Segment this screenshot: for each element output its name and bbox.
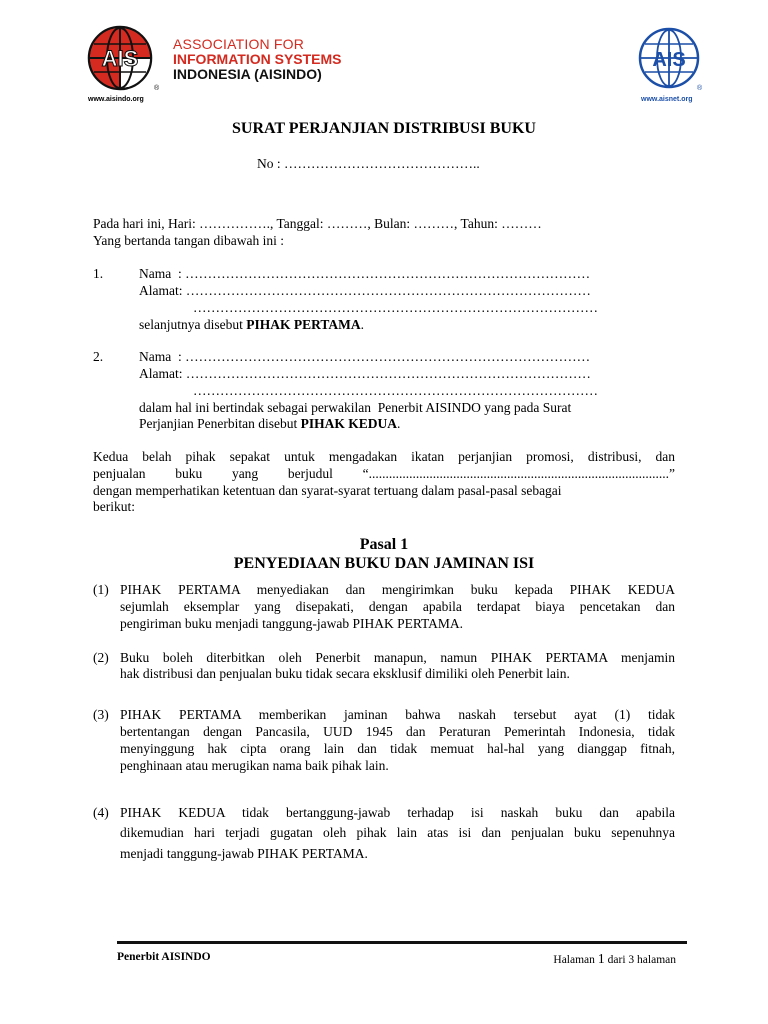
party2-note-line2: Perjanjian Penerbitan disebut PIHAK KEDUA. [139,416,401,431]
item-4-number: (4) [93,805,109,820]
footer-rule [117,941,687,944]
item-1-line1: PIHAK PERTAMA menyediakan dan mengirimkan buku kepada PIHAK KEDUA [120,582,675,597]
party2-number: 2. [93,349,104,364]
party1-note: selanjutnya disebut PIHAK PERTAMA. [139,317,365,332]
party1-alamat-cont: ……………………………………………………………………………… [193,300,598,315]
party2-alamat-cont: ……………………………………………………………………………… [193,383,598,398]
agreement-line3: dengan memperhatikan ketentuan dan syarat-syarat tertuang dalam pasal-pasal sebagai [93,483,562,498]
svg-text:®: ® [154,85,160,92]
aisnet-globe-icon [637,26,707,94]
footer-publisher: Penerbit AISINDO [117,951,211,963]
agreement-line2: penjualan buku yang berjudul “.........................................................................................” [93,466,675,481]
item-3-line3: menyinggung hak cipta orang lain dan tidak memuat hal-hal yang dianggap fitnah, [120,741,675,756]
svg-text:AIS: AIS [652,49,686,71]
item-1-number: (1) [93,582,109,597]
intro-signatory-line: Yang bertanda tangan dibawah ini : [93,233,284,248]
item-3-line2: bertentangan dengan Pancasila, UUD 1945 dan Peraturan Pemerintah Indonesia, tidak [120,724,675,739]
pasal-number: Pasal 1 [359,536,409,553]
party2-alamat: Alamat: ……………………………………………………………………………… [139,366,591,381]
item-4-line1: PIHAK KEDUA tidak bertanggung-jawab terhadap isi naskah buku dan apabila [120,805,675,820]
item-2-line1: Buku boleh diterbitkan oleh Penerbit manapun, namun PIHAK PERTAMA menjamin [120,650,675,665]
item-3-line4: penghinaan atau merugikan nama baik pihak lain. [120,758,389,773]
org-name-line3: INDONESIA (AISINDO) [173,66,322,82]
item-4-line2: dikemudian hari terjadi gugatan oleh pihak lain atas isi dan penjualan buku sepenuhnya [120,825,675,840]
item-2-line2: hak distribusi dan penjualan buku tidak secara eksklusif dimiliki oleh Penerbit lain. [120,666,570,681]
aisindo-logo [84,24,164,94]
party1-number: 1. [93,266,104,281]
right-url: www.aisnet.org [641,96,693,103]
item-4-line3: menjadi tanggung-jawab PIHAK PERTAMA. [120,846,368,861]
document-title: SURAT PERJANJIAN DISTRIBUSI BUKU [232,120,536,137]
intro-date-line: Pada hari ini, Hari: ……………., Tanggal: ………, Bulan: ………, Tahun: ……… [93,216,542,231]
party2-nama: Nama : ……………………………………………………………………………… [139,349,591,364]
footer-page-number: Halaman 1 dari 3 halaman [553,952,676,967]
pasal-title: PENYEDIAAN BUKU DAN JAMINAN ISI [233,555,535,572]
aisnet-logo [637,26,707,94]
item-1-line3: pengiriman buku menjadi tanggung-jawab PIHAK PERTAMA. [120,616,464,631]
item-2-number: (2) [93,650,109,665]
party1-nama: Nama : ……………………………………………………………………………… [139,266,591,281]
left-url: www.aisindo.org [88,96,144,103]
agreement-line4: berikut: [93,499,135,514]
party1-alamat: Alamat: ……………………………………………………………………………… [139,283,591,298]
item-1-line2: sejumlah eksemplar yang disepakati, dengan apabila terdapat biaya pencetakan dan [120,599,675,614]
svg-text:®: ® [697,85,703,92]
svg-text:AIS: AIS [101,46,139,71]
org-name-line1: ASSOCIATION FOR [173,36,305,52]
aisindo-globe-icon [84,24,164,94]
item-3-number: (3) [93,707,109,722]
document-number: No : …………………………………….. [257,156,480,171]
org-name-line2: INFORMATION SYSTEMS [173,51,342,67]
item-3-line1: PIHAK PERTAMA memberikan jaminan bahwa naskah tersebut ayat (1) tidak [120,707,675,722]
agreement-line1: Kedua belah pihak sepakat untuk mengadakan ikatan perjanjian promosi, distribusi, dan [93,449,675,464]
party2-note-line1: dalam hal ini bertindak sebagai perwakilan Penerbit AISINDO yang pada Surat [139,400,572,415]
